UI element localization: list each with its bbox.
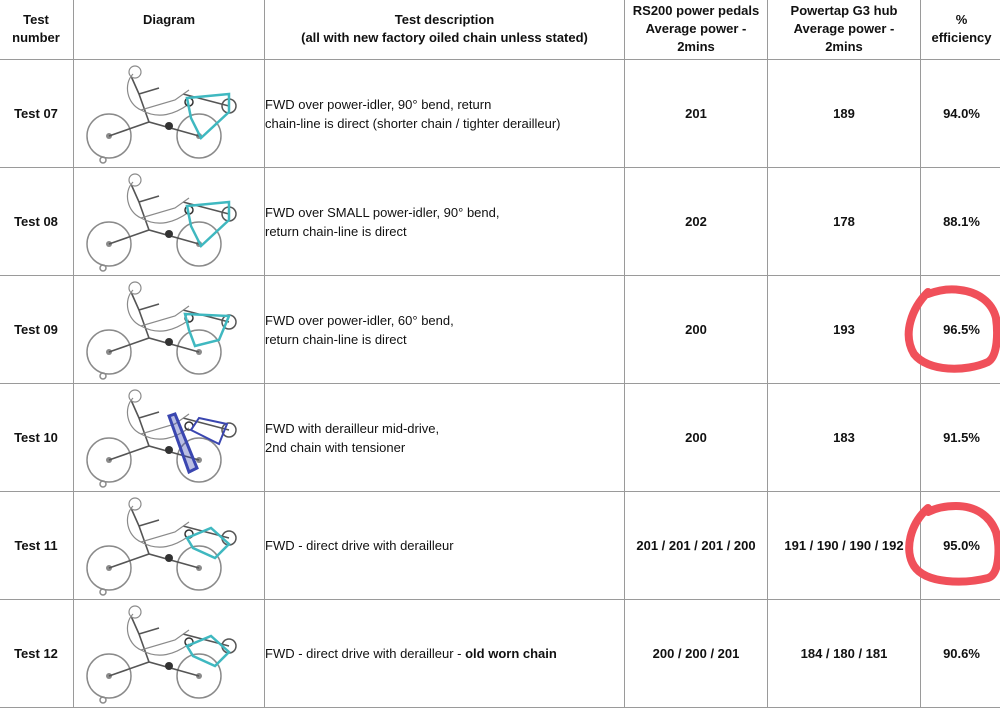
rs200-cell: 201	[625, 60, 768, 168]
test-number-cell: Test 08	[0, 168, 74, 276]
description-cell	[265, 600, 625, 708]
description-cell	[265, 492, 625, 600]
table-row	[0, 168, 1000, 276]
table-row	[0, 492, 1000, 600]
description-cell	[265, 60, 625, 168]
powertap-cell: 178	[768, 168, 921, 276]
description-line: FWD - direct drive with derailleur	[265, 538, 454, 553]
description-line: FWD over power-idler, 60° bend,	[265, 313, 454, 328]
table-row	[0, 384, 1000, 492]
diagram-cell	[74, 600, 265, 708]
test-number-cell: Test 09	[0, 276, 74, 384]
trike-diagram-icon	[79, 604, 259, 704]
description-line: FWD - direct drive with derailleur -	[265, 646, 465, 661]
description-line: FWD over SMALL power-idler, 90° bend,	[265, 205, 499, 220]
diagram-cell	[74, 60, 265, 168]
header-diagram: Diagram	[74, 0, 265, 60]
test-number-cell: Test 07	[0, 60, 74, 168]
description-line: chain-line is direct (shorter chain / tighter derailleur)	[265, 116, 561, 131]
test-number-cell: Test 12	[0, 600, 74, 708]
table-row	[0, 600, 1000, 708]
powertap-cell: 193	[768, 276, 921, 384]
powertap-cell: 189	[768, 60, 921, 168]
efficiency-cell: 94.0%	[921, 60, 1000, 168]
rs200-cell: 200 / 200 / 201	[625, 600, 768, 708]
header-row	[0, 0, 1000, 60]
description-line: 2nd chain with tensioner	[265, 440, 405, 455]
description-line: FWD with derailleur mid-drive,	[265, 421, 439, 436]
description-line: return chain-line is direct	[265, 224, 407, 239]
table-row	[0, 60, 1000, 168]
rs200-cell: 200	[625, 276, 768, 384]
trike-diagram-icon	[79, 496, 259, 596]
diagram-cell	[74, 168, 265, 276]
trike-diagram-icon	[79, 172, 259, 272]
efficiency-cell: 90.6%	[921, 600, 1000, 708]
efficiency-cell: 91.5%	[921, 384, 1000, 492]
rs200-cell: 202	[625, 168, 768, 276]
diagram-cell	[74, 492, 265, 600]
powertap-cell: 183	[768, 384, 921, 492]
header-description: Test description (all with new factory oiled chain unless stated)	[265, 0, 625, 60]
test-number-cell: Test 10	[0, 384, 74, 492]
rs200-cell: 201 / 201 / 201 / 200	[625, 492, 768, 600]
efficiency-cell: 96.5%	[921, 276, 1000, 384]
header-test-number: Test number	[0, 0, 74, 60]
description-line: return chain-line is direct	[265, 332, 407, 347]
description-bold: old worn chain	[465, 646, 557, 661]
powertap-cell: 184 / 180 / 181	[768, 600, 921, 708]
table-row	[0, 276, 1000, 384]
efficiency-cell: 95.0%	[921, 492, 1000, 600]
rs200-cell: 200	[625, 384, 768, 492]
trike-diagram-icon	[79, 388, 259, 488]
header-efficiency: % efficiency	[921, 0, 1000, 60]
description-cell	[265, 168, 625, 276]
description-line: FWD over power-idler, 90° bend, return	[265, 97, 491, 112]
header-powertap: Powertap G3 hub Average power - 2mins	[768, 0, 921, 60]
diagram-cell	[74, 384, 265, 492]
description-cell	[265, 276, 625, 384]
efficiency-cell: 88.1%	[921, 168, 1000, 276]
header-rs200: RS200 power pedals Average power - 2mins	[625, 0, 768, 60]
test-number-cell: Test 11	[0, 492, 74, 600]
diagram-cell	[74, 276, 265, 384]
trike-diagram-icon	[79, 280, 259, 380]
powertap-cell: 191 / 190 / 190 / 192	[768, 492, 921, 600]
description-cell	[265, 384, 625, 492]
trike-diagram-icon	[79, 64, 259, 164]
